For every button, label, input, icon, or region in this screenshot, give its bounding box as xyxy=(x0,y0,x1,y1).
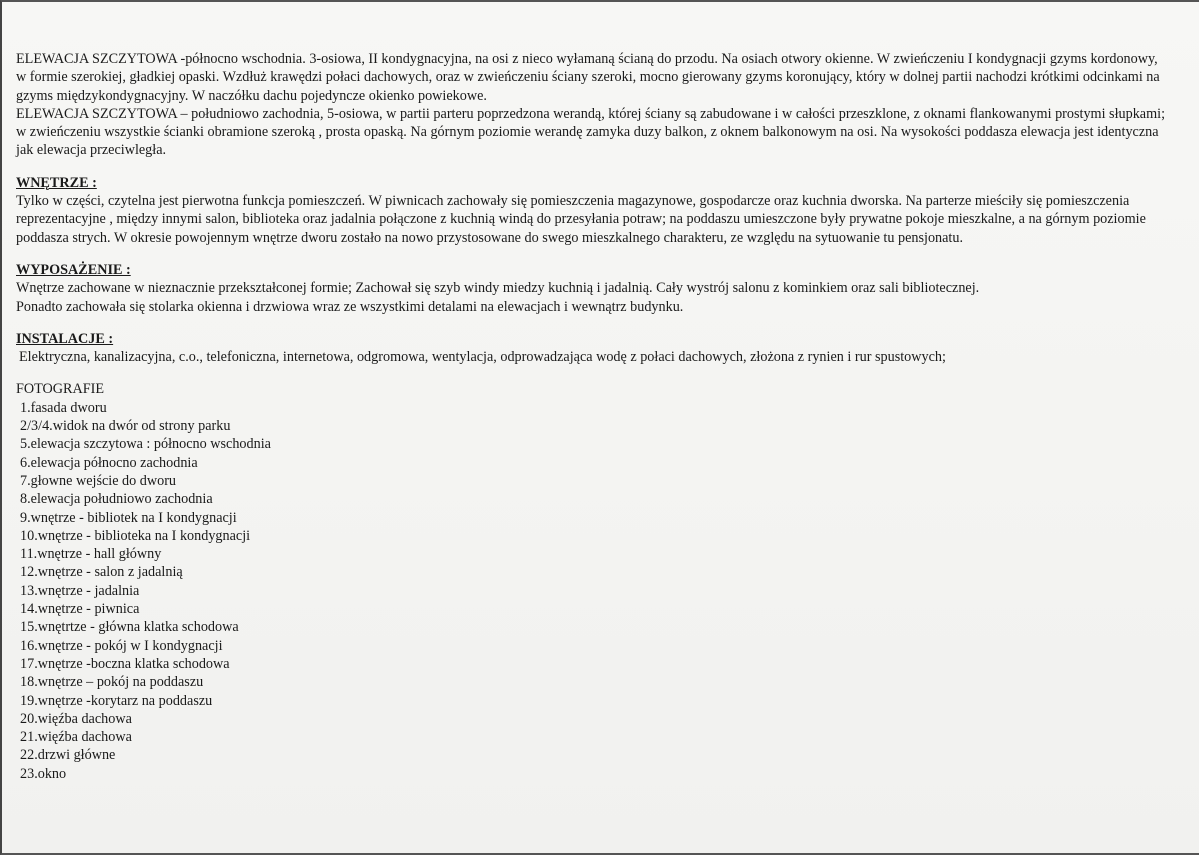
list-item: 12.wnętrze - salon z jadalnią xyxy=(20,564,183,581)
list-item: 13.wnętrze - jadalnia xyxy=(20,582,140,599)
list-item: 15.wnętrtze - główna klatka schodowa xyxy=(20,619,239,636)
list-item: 11.wnętrze - hall główny xyxy=(20,546,162,563)
list-item: 9.wnętrze - bibliotek na I kondygnacji xyxy=(20,509,237,526)
furnishing-line-2: Ponadto zachowała się stolarka okienna i drzwiowa wraz ze wszystkimi detalami na elewacjach i wewnątrz budynku. xyxy=(16,298,684,315)
list-item: 8.elewacja południowo zachodnia xyxy=(20,491,213,508)
list-item: 20.więźba dachowa xyxy=(20,710,132,727)
document-body xyxy=(16,50,1169,783)
photographs-title: FOTOGRAFIE xyxy=(16,381,105,398)
furnishing-heading: WYPOSAŻENIE : xyxy=(16,261,131,278)
list-item: 18.wnętrze – pokój na poddaszu xyxy=(20,674,204,691)
installations-text: Elektryczna, kanalizacyjna, c.o., telefoniczna, internetowa, odgromowa, wentylacja, odprowadzająca wodę z połaci dachowych, złożona z rynien i rur spustowych; xyxy=(19,349,946,366)
list-item: 7.głowne wejście do dworu xyxy=(20,472,177,489)
list-item: 16.wnętrze - pokój w I kondygnacji xyxy=(20,637,223,654)
interior-text: Tylko w części, czytelna jest pierwotna funkcja pomieszczeń. W piwnicach zachowały się pomieszczenia magazynowe, gospodarcze oraz kuchnia dworska. Na parterze mieściły się pomieszczenia reprezentacyjne , między innymi salon, biblioteka oraz jadalnia połączone z kuchnią windą do przesyłania potraw; na poddaszu umieszczone były prywatne pokoje mieszkalne, a na górnym poziomie poddasza strych. W okresie powojennym wnętrze dworu zostało na nowo przystosowane do swego mieszkalnego charakteru, ze względu na sytuowanie tu pensjonatu. xyxy=(16,193,1146,246)
furnishing-line-1: Wnętrze zachowane w nieznacznie przekształconej formie; Zachował się szyb windy miedzy kuchnią i jadalnią. Cały wystrój salonu z kominkiem oraz sali bibliotecznej. xyxy=(16,280,980,297)
list-item: 14.wnętrze - piwnica xyxy=(20,601,140,618)
interior-heading: WNĘTRZE : xyxy=(16,174,97,191)
list-item: 5.elewacja szczytowa : północno wschodnia xyxy=(20,436,271,453)
list-item: 6.elewacja północno zachodnia xyxy=(20,454,198,471)
section-installations xyxy=(16,330,1169,367)
elevation-southwest-paragraph: ELEWACJA SZCZYTOWA – południowo zachodnia, 5-osiowa, w partii parteru poprzedzona werandą, której ściany są zabudowane i w całości przeszklone, z oknami flankowanymi prostymi słupkami; w zwieńczeniu wszystkie ścianki obramione szeroką , prosta opaską. Na górnym poziomie werandę zamyka duzy balkon, z oknem balkonowym na osi. Na wysokości poddasza elewacja jest identyczna jak elewacja przeciwległa. xyxy=(16,105,1166,159)
list-item: 19.wnętrze -korytarz na poddaszu xyxy=(20,692,213,709)
list-item: 1.fasada dworu xyxy=(20,399,107,416)
section-interior xyxy=(16,174,1169,247)
elevation-northeast-paragraph: ELEWACJA SZCZYTOWA -północno wschodnia. 3-osiowa, II kondygnacyjna, na osi z nieco wyłamaną ścianą do przodu. Na osiach otwory okienne. W zwieńczeniu I kondygnacji gzyms kordonowy, w formie szerokiej, gładkiej opaski. Wzdłuż krawędzi połaci dachowych, oraz w zwieńczeniu ściany szeroki, mocno gierowany gzyms koronujący, który w dolnej partii nachodzi krótkimi odcinkami na gzyms międzykondygnacyjny. W naczółku dachu pojedyncze okienko powiekowe. xyxy=(16,51,1160,104)
list-item: 2/3/4.widok na dwór od strony parku xyxy=(20,418,231,435)
photo-list xyxy=(16,399,1169,783)
installations-heading: INSTALACJE : xyxy=(16,330,114,347)
section-furnishing xyxy=(16,261,1169,316)
section-photographs xyxy=(16,380,1169,783)
list-item: 23.okno xyxy=(20,765,67,782)
list-item: 21.więźba dachowa xyxy=(20,729,132,746)
list-item: 10.wnętrze - biblioteka na I kondygnacji xyxy=(20,527,251,544)
list-item: 17.wnętrze -boczna klatka schodowa xyxy=(20,655,230,672)
list-item: 22.drzwi główne xyxy=(20,747,116,764)
